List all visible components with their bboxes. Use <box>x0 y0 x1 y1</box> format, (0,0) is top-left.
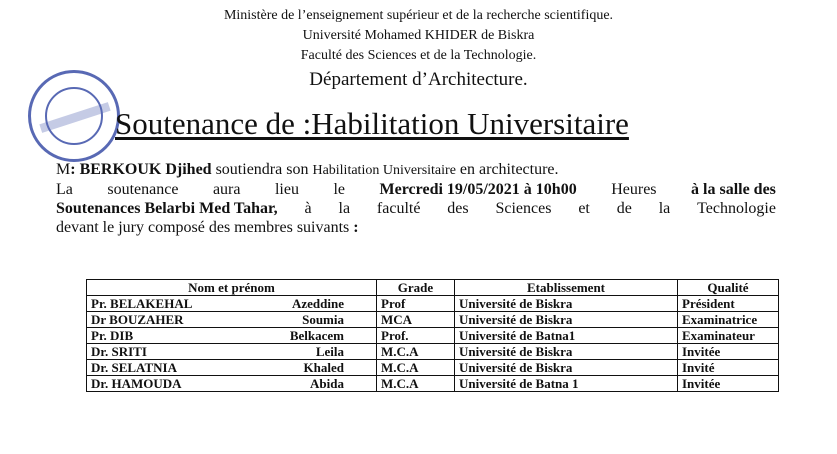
table-row <box>87 296 779 312</box>
member-name <box>91 360 372 375</box>
word: la <box>338 200 351 217</box>
member-role: Invitée <box>678 344 779 360</box>
member-role: Invitée <box>678 376 779 392</box>
member-last-name: Pr. BELAKEHAL <box>91 296 193 311</box>
table-row <box>87 376 779 392</box>
member-name-cell <box>87 312 377 328</box>
announcement-line-3 <box>56 199 776 218</box>
member-institution: Université de Biskra <box>455 344 678 360</box>
defense-place: à la salle des <box>691 181 776 198</box>
member-name-cell <box>87 296 377 312</box>
colon: : <box>353 219 359 236</box>
member-institution: Université de Biskra <box>455 360 678 376</box>
member-institution: Université de Batna1 <box>455 328 678 344</box>
member-first-name: Khaled <box>303 360 344 375</box>
member-last-name: Dr. SRITI <box>91 344 147 359</box>
defense-date: Mercredi 19/05/2021 à 10h00 <box>379 181 577 198</box>
header-role: Qualité <box>678 280 779 296</box>
page-title: Soutenance de :Habilitation Universitaire <box>115 106 629 141</box>
member-role: Examinateur <box>678 328 779 344</box>
member-grade: M.C.A <box>377 376 455 392</box>
word: aura <box>212 181 241 198</box>
member-role: Examinatrice <box>678 312 779 328</box>
header-institution: Etablissement <box>455 280 678 296</box>
word: de <box>616 200 632 217</box>
university-line: Université Mohamed KHIDER de Biskra <box>302 28 535 43</box>
word: Heures <box>611 181 657 198</box>
word: soutenance <box>107 181 179 198</box>
member-grade: M.C.A <box>377 360 455 376</box>
announcement <box>56 160 776 237</box>
member-name <box>91 296 372 311</box>
member-name-cell <box>87 376 377 392</box>
department-line: Département d’Architecture. <box>309 69 528 90</box>
member-first-name: Soumia <box>302 312 344 327</box>
candidate-name: : BERKOUK Djihed <box>70 161 212 178</box>
member-first-name: Leila <box>315 344 344 359</box>
table-row <box>87 360 779 376</box>
ministry-line: Ministère de l’enseignement supérieur et de la recherche scientifique. <box>223 8 614 23</box>
member-institution: Université de Batna 1 <box>455 376 678 392</box>
member-name-cell <box>87 360 377 376</box>
announcement-line-4 <box>56 218 776 237</box>
member-last-name: Dr. SELATNIA <box>91 360 177 375</box>
announcement-line-2 <box>56 180 776 199</box>
word: le <box>333 181 346 198</box>
member-institution: Université de Biskra <box>455 296 678 312</box>
word: Technologie <box>697 200 776 217</box>
member-grade: MCA <box>377 312 455 328</box>
faculty-line: Faculté des Sciences et de la Technologie. <box>300 48 537 63</box>
table-row <box>87 328 779 344</box>
letterhead <box>0 6 837 92</box>
member-grade: Prof. <box>377 328 455 344</box>
member-name <box>91 328 372 343</box>
word: des <box>447 200 469 217</box>
member-grade: Prof <box>377 296 455 312</box>
table-row <box>87 344 779 360</box>
member-name <box>91 312 372 327</box>
header-grade: Grade <box>377 280 455 296</box>
member-role: Président <box>678 296 779 312</box>
jury-table <box>86 279 779 392</box>
member-institution: Université de Biskra <box>455 312 678 328</box>
member-first-name: Belkacem <box>289 328 344 343</box>
word: La <box>56 181 73 198</box>
text-c: en architecture. <box>455 161 559 178</box>
word: et <box>578 200 590 217</box>
word: à <box>304 200 312 217</box>
member-first-name: Azeddine <box>292 296 344 311</box>
member-name <box>91 344 372 359</box>
member-name-cell <box>87 344 377 360</box>
word: lieu <box>274 181 299 198</box>
member-last-name: Dr BOUZAHER <box>91 312 184 327</box>
member-name-cell <box>87 328 377 344</box>
member-grade: M.C.A <box>377 344 455 360</box>
member-last-name: Dr. HAMOUDA <box>91 376 182 391</box>
table-row <box>87 312 779 328</box>
university-stamp-icon <box>28 70 120 162</box>
word: la <box>658 200 671 217</box>
diploma-name: Habilitation Universitaire <box>312 163 456 178</box>
jury-intro: devant le jury composé des membres suivants <box>56 219 354 236</box>
word: Sciences <box>495 200 552 217</box>
header-name: Nom et prénom <box>87 280 377 296</box>
member-last-name: Pr. DIB <box>91 328 134 343</box>
announcement-line-1 <box>56 160 776 180</box>
honorific: M <box>56 161 71 178</box>
member-role: Invité <box>678 360 779 376</box>
word: faculté <box>376 200 421 217</box>
member-name <box>91 376 372 391</box>
table-header-row <box>87 280 779 296</box>
member-first-name: Abida <box>310 376 344 391</box>
text-a: soutiendra son <box>211 161 313 178</box>
defense-room: Soutenances Belarbi Med Tahar, <box>56 200 278 217</box>
